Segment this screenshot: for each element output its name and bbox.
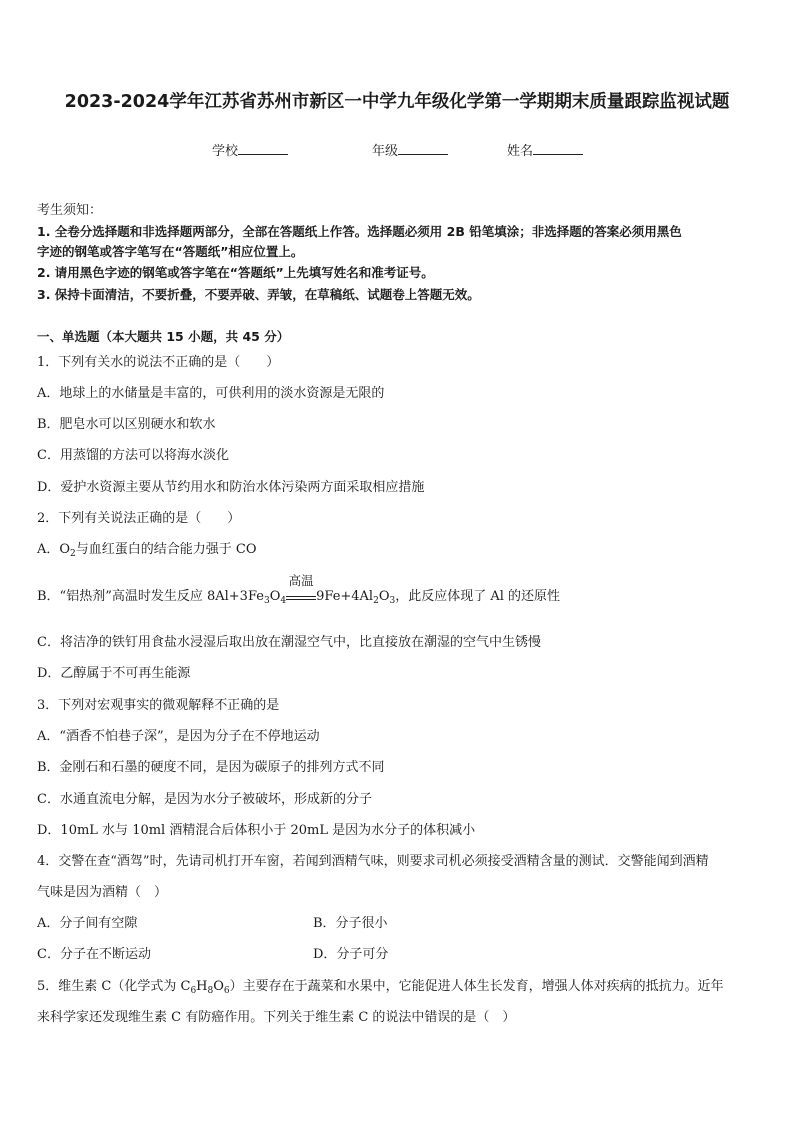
name-blank [533,142,583,155]
grade-label: 年级 [372,144,399,159]
q1-option-a: A．地球上的水储量是丰富的，可供利用的淡水资源是无限的 [37,386,385,401]
q3-option-a: A．“酒香不怕巷子深”，是因为分子在不停地运动 [37,729,320,744]
q2-option-a: A．$O_2$与血红蛋白的结合能力强于 CO [37,542,257,559]
q3-option-d: D．10mL 水与 10ml 酒精混合后体积小于 20mL 是因为水分子的体积减小 [37,823,476,838]
section-heading: 一、单选题（本大题共 15 小题，共 45 分） [37,329,290,344]
q5-stem-cont: 来科学家还发现维生素 C 有防癌作用。下列关于维生素 C 的说法中错误的是（ ） [37,1010,516,1025]
q4-option-b: B．分子很小 [313,916,388,931]
notice-item-3: 3. 保持卡面清洁，不要折叠，不要弄破、弄皱，在草稿纸、试题卷上答题无效。 [37,287,480,302]
q2-option-b: B．“铝热剂”高温时发生反应 $8Al+3Fe_3O_4$ 高温 $9Fe+4Al_2O_3$，此反应体现了 Al 的还原性 [37,573,561,606]
school-blank [238,142,288,155]
school-label: 学校 [212,144,239,159]
q4-option-d: D．分子可分 [313,947,389,962]
q1-stem: 1．下列有关水的说法不正确的是（ ） [37,355,280,370]
q4-options-row-1 [37,915,137,933]
notice-item-2: 2. 请用黑色字迹的钢笔或答字笔在“答题纸”上先填写姓名和准考证号。 [37,265,434,280]
name-label: 姓名 [507,144,534,159]
q3-option-b: B．金刚石和石墨的硬度不同，是因为碳原子的排列方式不同 [37,760,385,775]
school-field [212,140,288,159]
notice-heading: 考生须知： [37,203,103,218]
q3-option-c: C．水通直流电分解，是因为水分子被破坏，形成新的分子 [37,792,372,807]
reaction-condition: 高温 [286,588,316,600]
q4-option-c: C．分子在不断运动 [37,947,151,962]
q4-stem-cont: 气味是因为酒精（ ） [37,885,168,900]
q1-option-d: D．爱护水资源主要从节约用水和防治水体污染两方面采取相应措施 [37,480,425,495]
q1-option-c: C．用蒸馏的方法可以将海水淡化 [37,448,229,463]
page-title: 2023-2024学年江苏省苏州市新区一中学九年级化学第一学期期末质量跟踪监视试题 [64,92,730,112]
q5-stem: 5．维生素 C（化学式为 $C_6H_8O_6$）主要存在于蔬菜和水果中，它能促进人体生长发育，增强人体对疾病的抵抗力。近年 [37,979,724,996]
q2-option-c: C．将洁净的铁钉用食盐水浸湿后取出放在潮湿空气中，比直接放在潮湿的空气中生锈慢 [37,635,541,650]
grade-field [372,140,448,159]
q4-option-a: A．分子间有空隙 [37,916,138,931]
q4-stem: 4．交警在查“酒驾”时，先请司机打开车窗，若闻到酒精气味，则要求司机必须接受酒精含量的测试．交警能闻到酒精 [37,854,709,869]
notice-item-1: 1. 全卷分选择题和非选择题两部分，全部在答题纸上作答。选择题必须用 2B 铅笔填涂；非选择题的答案必须用黑色 [37,224,682,239]
q2-stem: 2．下列有关说法正确的是（ ） [37,511,241,526]
notice-item-1-cont: 字迹的钢笔或答字笔写在“答题纸”相应位置上。 [37,244,304,259]
grade-blank [398,142,448,155]
q2-option-d: D．乙醇属于不可再生能源 [37,666,191,681]
q3-stem: 3．下列对宏观事实的微观解释不正确的是 [37,698,280,713]
name-field [507,140,583,159]
q1-option-b: B．肥皂水可以区别硬水和软水 [37,417,216,432]
